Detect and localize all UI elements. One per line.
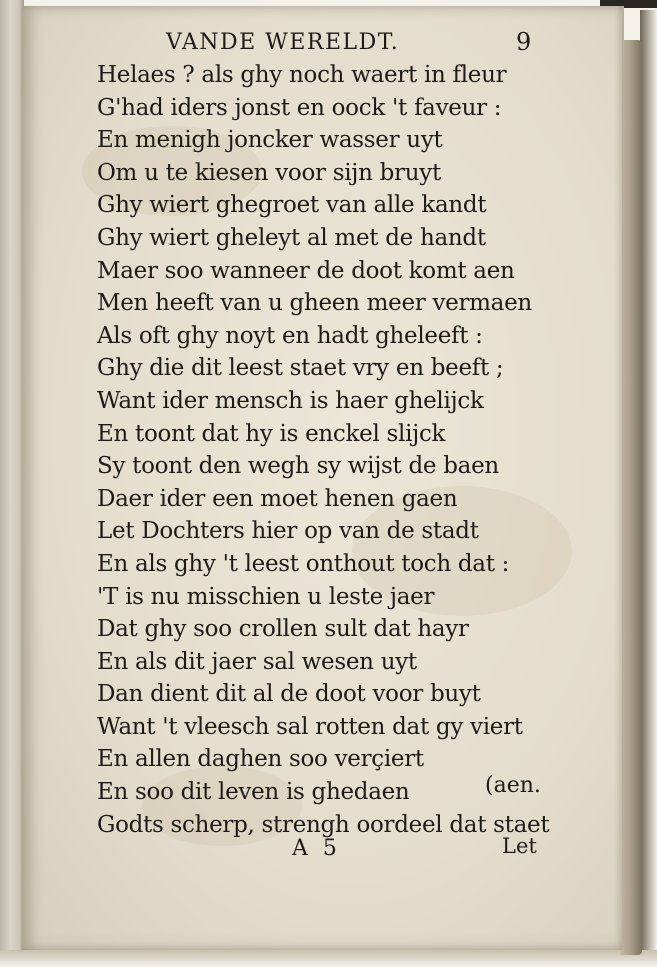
poem-line: Daer ider een moet henen gaen [97, 485, 458, 512]
poem-line: Men heeft van u gheen meer vermaen [97, 290, 532, 317]
poem-line: En menigh joncker wasser uyt [97, 127, 443, 154]
poem-line: En als dit jaer sal wesen uyt [97, 648, 417, 675]
poem-line: Ghy wiert ghegroet van alle kandt [97, 192, 487, 219]
poem-line: Ghy wiert gheleyt al met de handt [97, 224, 486, 251]
poem-line: Dan dient dit al de doot voor buyt [97, 681, 481, 708]
poem-line: Helaes ? als ghy noch waert in fleur [97, 62, 507, 88]
poem-line: Als oft ghy noyt en hadt gheleeft : [97, 322, 483, 349]
page-number: 9 [516, 28, 532, 56]
poem-line: Om u te kiesen voor sijn bruyt [97, 159, 441, 186]
signature-mark: A 5 [292, 836, 341, 861]
poem-line: Ghy die dit leest staet vry en beeft ; [97, 355, 504, 382]
poem-line: Want 't vleesch sal rotten dat gy viert [97, 713, 523, 740]
poem-line: En als ghy 't leest onthout toch dat : [97, 550, 510, 577]
poem-line: En toont dat hy is enckel slijck [97, 420, 446, 447]
running-title: VANDE WERELDT. [166, 30, 400, 55]
poem-line: Want ider mensch is haer ghelijck [97, 387, 484, 414]
poem-line: En allen daghen soo verçiert [97, 746, 424, 773]
poem-line: Godts scherp, strengh oordeel dat staet [97, 811, 550, 838]
poem-line: Maer soo wanneer de doot komt aen [97, 257, 515, 284]
turnover-text: (aen. [485, 773, 541, 798]
poem-line: Let Dochters hier op van de stadt [97, 518, 479, 545]
poem-line: G'had iders jonst en oock 't faveur : [97, 94, 502, 121]
poem-line: En soo dit leven is ghedaen [97, 779, 410, 806]
poem-line: Sy toont den wegh sy wijst de baen [97, 453, 499, 480]
poem-line: Dat ghy soo crollen sult dat hayr [97, 616, 469, 643]
poem-line: 'T is nu misschien u leste jaer [97, 583, 435, 610]
catchword: Let [502, 834, 537, 858]
poem-lines [97, 59, 549, 841]
